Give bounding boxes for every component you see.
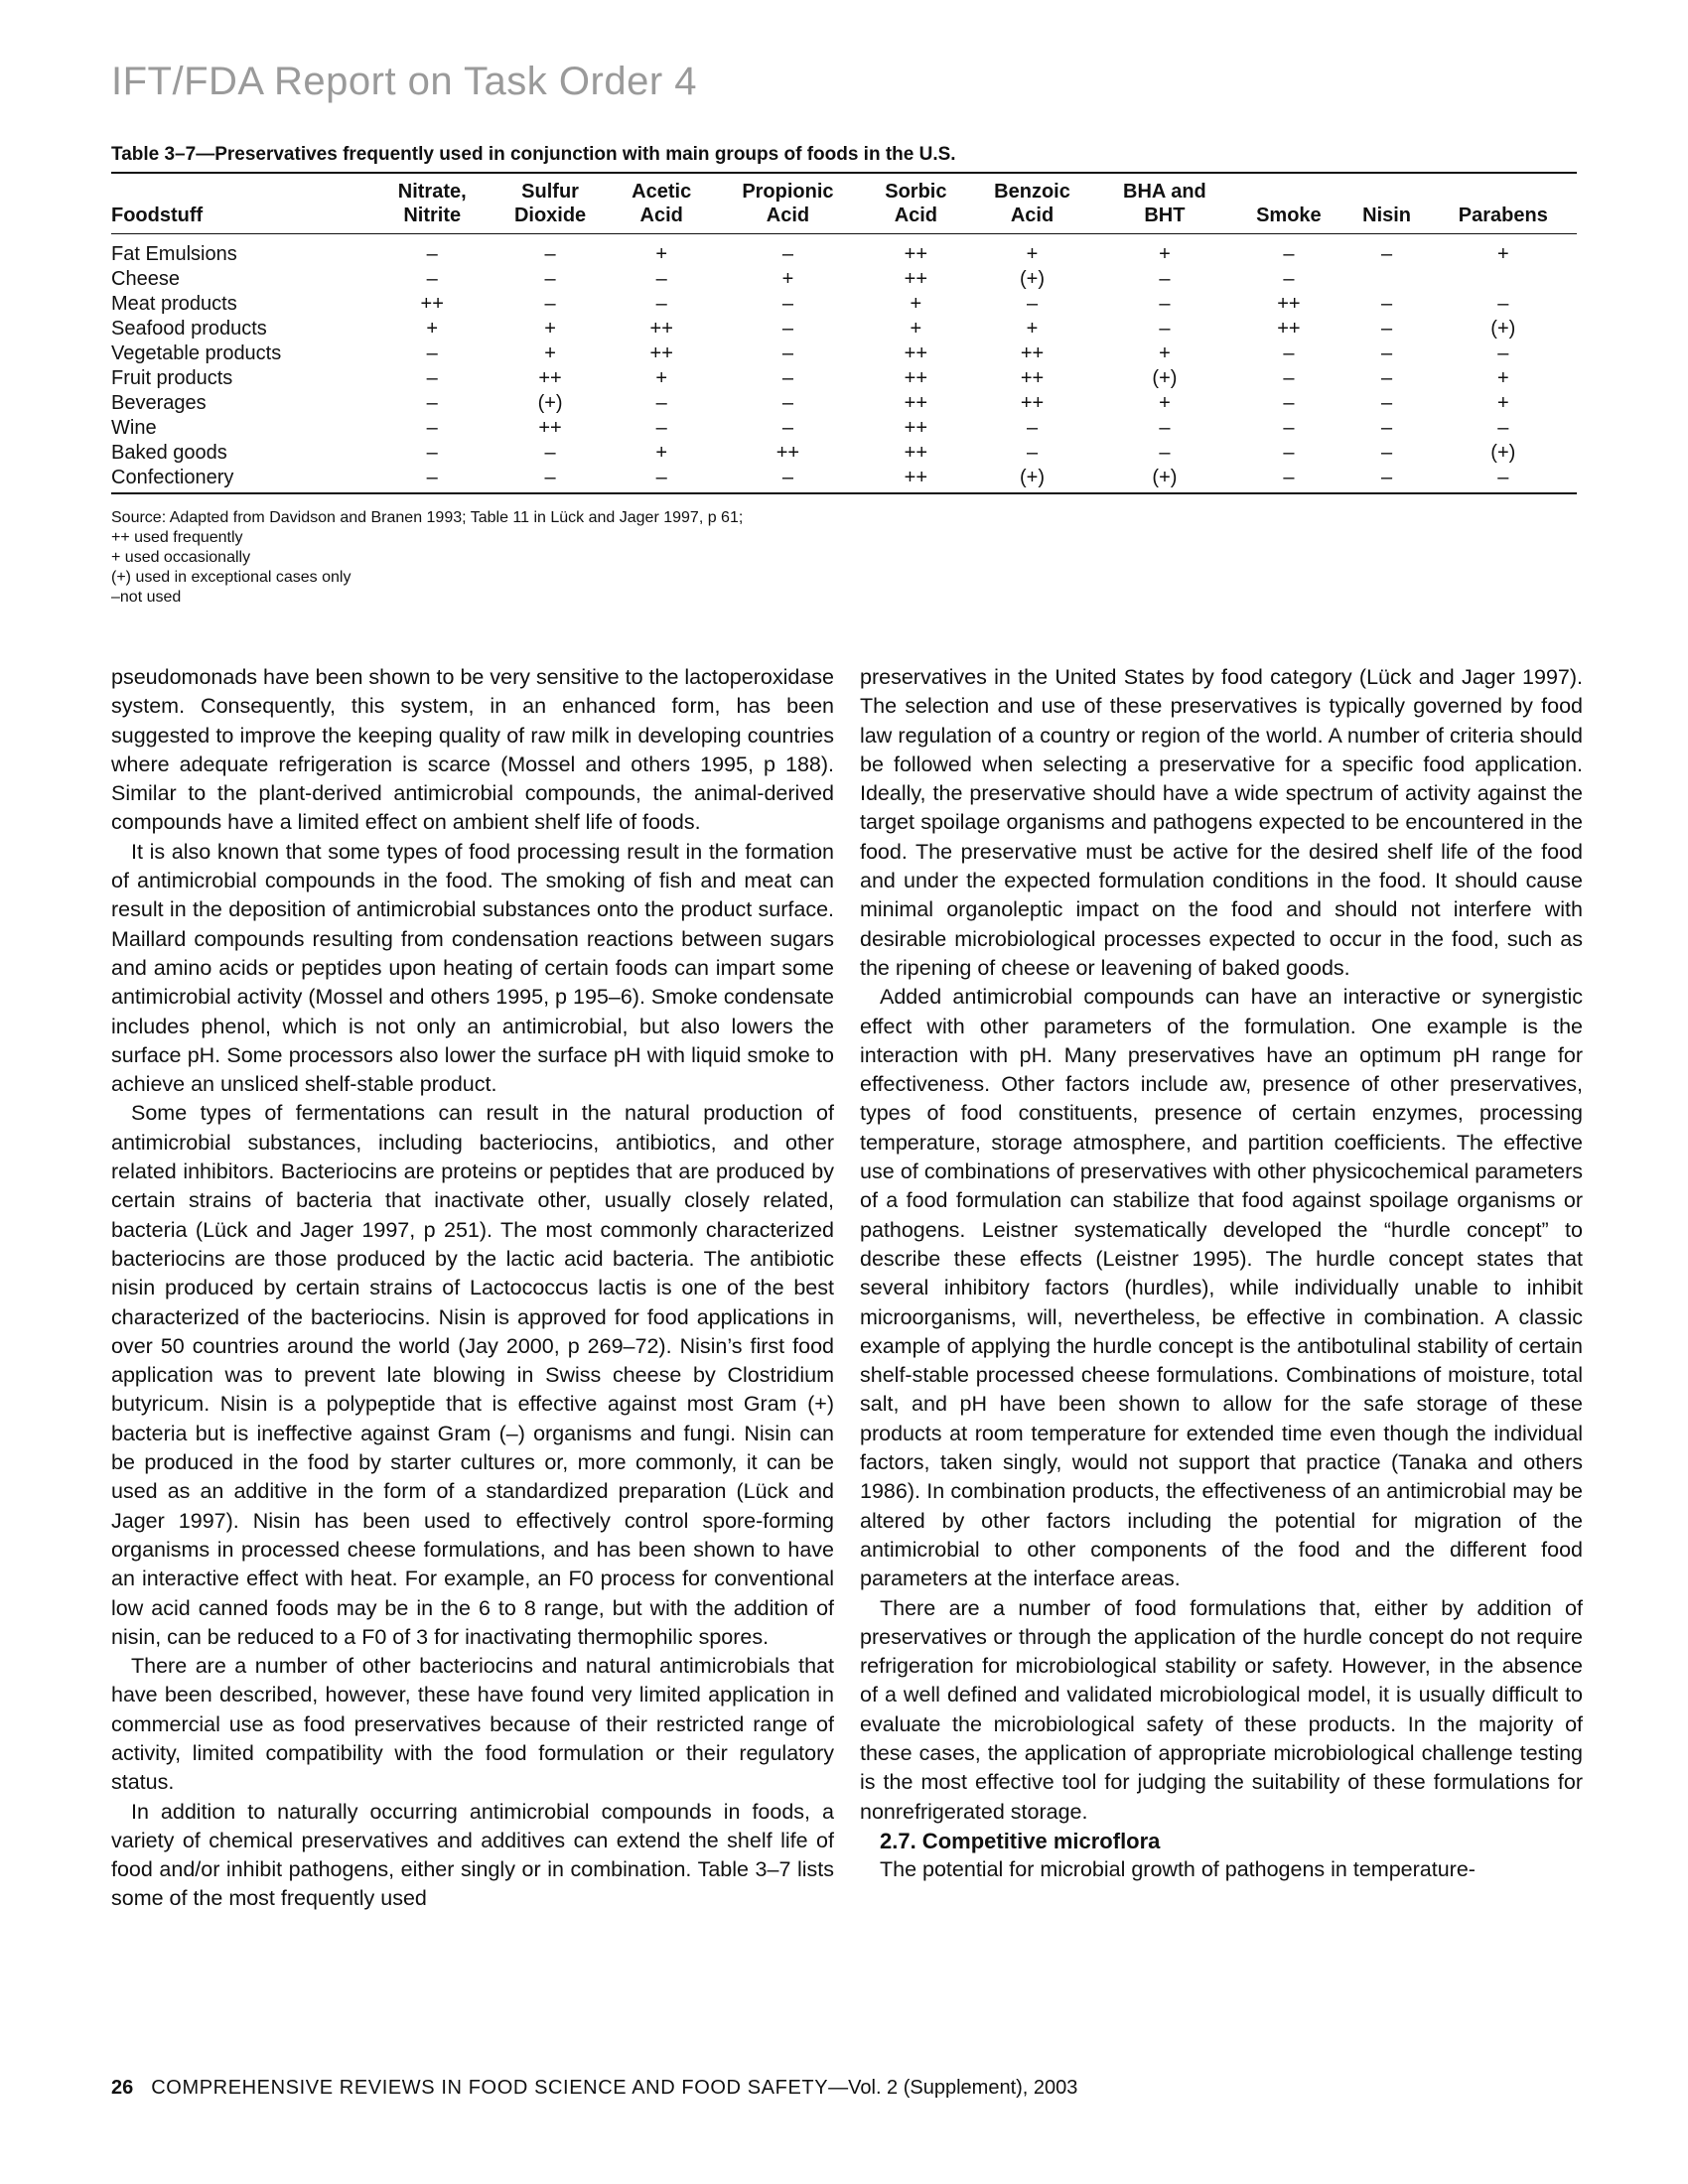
usage-cell: – (1283, 367, 1295, 389)
table-row (111, 441, 1577, 466)
usage-cell: + (1026, 243, 1039, 265)
column-header-line: Propionic (742, 181, 834, 203)
table-caption: Table 3–7—Preservatives frequently used in conjunction with main groups of foods in the U.S. (111, 144, 956, 165)
paragraph: The potential for microbial growth of pathogens in temperature- (880, 1857, 1476, 1882)
column-header-line: Sulfur (521, 181, 579, 203)
paragraph: Some types of fermentations can result in the natural production of antimicrobial substances, including bacteriocins, antibiotics, and other related inhibitors. Bacteriocins are proteins or peptides that are produced by certain strains of bacteria that inactivate other, usually closely related, bacteria (Lück and Jager 1997, p 251). The most commonly characterized bacteriocins are those produced by the lactic acid bacteria. The antibiotic nisin produced by certain strains of Lactococcus lactis is one of the best characterized of the bacteriocins. Nisin is approved for food applications in over 50 countries around the world (Jay 2000, p 269–72). Nisin’s first food application was to prevent late blowing in Swiss cheese by Clostridium butyricum. Nisin is a polypeptide that is effective against most Gram (+) bacteria but is ineffective against Gram (–) organisms and fungi. Nisin can be produced in the food by starter cultures or, more commonly, it can be used as an additive in the form of a standardized preparation (Lück and Jager 1997). Nisin has been used to effectively control spore-forming organisms in processed cheese formulations, and has been shown to have an interactive effect with heat. For example, an F0 process for conventional low acid canned foods may be in the 6 to 8 range, but with the addition of nisin, can be reduced to a F0 of 3 for inactivating thermophilic spores. (111, 1101, 834, 1649)
column-header-line: BHT (1144, 205, 1186, 226)
table-row (111, 292, 1577, 317)
usage-cell: ++ (1020, 367, 1045, 389)
usage-cell: – (1283, 243, 1295, 265)
usage-cell: + (655, 243, 668, 265)
usage-cell: ++ (775, 442, 800, 464)
usage-cell: – (1381, 392, 1393, 414)
usage-cell: – (426, 268, 438, 290)
usage-cell: ++ (538, 417, 562, 439)
column-header-line: Nisin (1362, 205, 1412, 226)
usage-cell: (+) (537, 392, 563, 414)
column-header (863, 173, 968, 234)
column-header (1096, 173, 1234, 234)
usage-cell: ++ (649, 342, 673, 364)
usage-cell: ++ (904, 417, 928, 439)
page-footer (111, 2077, 1077, 2100)
foodstuff-cell: Baked goods (111, 442, 227, 464)
table-row (111, 466, 1577, 493)
usage-cell (1430, 267, 1577, 292)
section-heading: 2.7. Competitive microflora (880, 1828, 1161, 1853)
paragraph: Added antimicrobial compounds can have an interactive or synergistic effect with other parameters of the formulation. One example is the interaction with pH. Many preservatives have an optimum pH range for effectiveness. Other factors include aw, presence of other preservatives, types of food constituents, presence of certain enzymes, processing temperature, storage atmosphere, and partition coefficients. The effective use of combinations of preservatives with other physicochemical parameters of a food formulation can stabilize that food against spoilage organisms or pathogens. Leistner systematically developed the “hurdle concept” to describe these effects (Leistner 1995). The hurdle concept states that several inhibitory factors (hurdles), while individually unable to inhibit microorganisms, will, nevertheless, be effective in combination. A classic example of applying the hurdle concept is the antibotulinal stability of certain shelf-stable processed cheese formulations. Combinations of moisture, total salt, and pH have been shown to allow for the safe storage of these products at room temperature for extended time even though the individual factors, taken singly, would not support that practice (Tanaka and others 1986). In combination products, the effectiveness of an antimicrobial may be altered by other factors including the potential for migration of the antimicrobial to other components of the food and the different food parameters at the interface areas. (860, 985, 1583, 1591)
usage-cell: – (1497, 417, 1509, 439)
foodstuff-cell: Vegetable products (111, 342, 282, 364)
usage-cell (1344, 267, 1430, 292)
column-header (1344, 173, 1430, 234)
table-row (111, 366, 1577, 391)
usage-cell: ++ (904, 367, 928, 389)
usage-cell: – (426, 243, 438, 265)
table-note: (+) used in exceptional cases only (111, 569, 352, 586)
column-header-line: Acid (894, 205, 938, 226)
column-header (1430, 173, 1577, 234)
usage-cell: – (655, 417, 667, 439)
usage-cell: – (1159, 268, 1171, 290)
column-header-line: Nitrate, (397, 181, 467, 203)
table-note: ++ used frequently (111, 529, 243, 546)
column-header-line: Parabens (1458, 205, 1548, 226)
column-header-line: Acid (1010, 205, 1055, 226)
usage-cell: ++ (420, 293, 444, 315)
journal-volume: —Vol. 2 (Supplement), 2003 (828, 2077, 1078, 2099)
page-number: 26 (111, 2077, 134, 2099)
column-header-line: Benzoic (994, 181, 1070, 203)
usage-cell: – (544, 293, 556, 315)
usage-cell: – (426, 467, 438, 488)
foodstuff-cell: Wine (111, 417, 157, 439)
usage-cell: + (544, 318, 556, 340)
usage-cell: – (655, 268, 667, 290)
table-header-row (111, 173, 1577, 234)
usage-cell: – (426, 442, 438, 464)
usage-cell: – (781, 243, 793, 265)
usage-cell: – (544, 268, 556, 290)
usage-cell: – (1497, 293, 1509, 315)
usage-cell: ++ (1020, 342, 1045, 364)
table-header (111, 173, 1577, 234)
usage-cell: – (781, 392, 793, 414)
usage-cell: – (1159, 442, 1171, 464)
usage-cell: + (1159, 243, 1171, 265)
column-header (611, 173, 713, 234)
paragraph: preservatives in the United States by food category (Lück and Jager 1997). The selection and use of these preservatives is typically governed by food law regulation of a country or region of the world. A number of criteria should be followed when selecting a preservative for a specific food application. Ideally, the preservative should have a wide spectrum of activity against the target spoilage organisms and pathogens expected to be encountered in the food. The preservative must be active for the desired shelf life of the food and under the expected formulation conditions in the food. It should cause minimal organoleptic impact on the food and should not interfere with desirable microbiological processes expected to occur in the food, such as the ripening of cheese or leavening of baked goods. (860, 665, 1583, 980)
table-notes (111, 508, 743, 608)
usage-cell: – (1381, 467, 1393, 488)
usage-cell: – (426, 367, 438, 389)
usage-cell: (+) (1152, 367, 1178, 389)
usage-cell: – (1381, 367, 1393, 389)
table-body (111, 234, 1577, 494)
usage-cell: – (1381, 342, 1393, 364)
usage-cell: – (1159, 318, 1171, 340)
usage-cell: – (1381, 243, 1393, 265)
usage-cell: + (781, 268, 794, 290)
usage-cell: – (1026, 417, 1039, 439)
column-header-line: Smoke (1256, 205, 1322, 226)
usage-cell: – (1381, 318, 1393, 340)
column-header-line: Sorbic (885, 181, 947, 203)
foodstuff-cell: Seafood products (111, 318, 267, 340)
usage-cell: ++ (904, 268, 928, 290)
usage-cell: – (655, 392, 667, 414)
usage-cell: ++ (904, 392, 928, 414)
usage-cell: – (1283, 417, 1295, 439)
usage-cell: ++ (649, 318, 673, 340)
column-header (490, 173, 610, 234)
table-note: Source: Adapted from Davidson and Branen 1993; Table 11 in Lück and Jager 1997, p 61; (111, 509, 744, 526)
usage-cell: – (781, 293, 793, 315)
usage-cell: (+) (1490, 442, 1516, 464)
usage-cell: – (544, 467, 556, 488)
usage-cell: (+) (1020, 467, 1046, 488)
usage-cell: – (426, 417, 438, 439)
left-text-column (111, 663, 834, 1914)
usage-cell: (+) (1490, 318, 1516, 340)
usage-cell: – (781, 417, 793, 439)
foodstuff-cell: Fat Emulsions (111, 243, 237, 265)
usage-cell: ++ (904, 342, 928, 364)
table-note: + used occasionally (111, 549, 251, 566)
usage-cell: ++ (1277, 293, 1301, 315)
usage-cell: – (1283, 442, 1295, 464)
usage-cell: – (781, 467, 793, 488)
paragraph: It is also known that some types of food processing result in the formation of antimicrobial compounds in the food. The smoking of fish and meat can result in the deposition of antimicrobial substances onto the product surface. Maillard compounds resulting from condensation reactions between sugars and amino acids or peptides upon heating of certain foods can impart some antimicrobial activity (Mossel and others 1995, p 195–6). Smoke condensate includes phenol, which is not only an antimicrobial, but also lowers the surface pH. Some processors also lower the surface pH with liquid smoke to achieve an unsliced shelf-stable product. (111, 839, 834, 1097)
usage-cell: – (1497, 467, 1509, 488)
foodstuff-cell: Meat products (111, 293, 237, 315)
usage-cell: – (1497, 342, 1509, 364)
usage-cell: ++ (904, 243, 928, 265)
column-header (1233, 173, 1343, 234)
paragraph: There are a number of food formulations that, either by addition of preservatives or through the application of the hurdle concept do not require refrigeration for microbiological stability or safety. However, in the absence of a well defined and validated microbiological model, it is usually difficult to evaluate the microbiological safety of these products. In the majority of these cases, the application of appropriate microbiological challenge testing is the most effective tool for judging the suitability of these formulations for nonrefrigerated storage. (860, 1595, 1583, 1824)
usage-cell: – (781, 342, 793, 364)
column-header-line: Acetic (632, 181, 692, 203)
usage-cell: (+) (1152, 467, 1178, 488)
usage-cell: – (1159, 293, 1171, 315)
usage-cell: + (655, 442, 668, 464)
column-header-line: Nitrite (403, 205, 462, 226)
usage-cell: – (781, 367, 793, 389)
usage-cell: – (1283, 392, 1295, 414)
table-row (111, 267, 1577, 292)
usage-cell: ++ (904, 442, 928, 464)
usage-cell: – (1159, 417, 1171, 439)
column-header (713, 173, 864, 234)
column-header (374, 173, 490, 234)
usage-cell: – (1381, 417, 1393, 439)
table-note: –not used (111, 589, 182, 606)
journal-name: COMPREHENSIVE REVIEWS IN FOOD SCIENCE AND FOOD SAFETY (151, 2077, 829, 2099)
usage-cell: – (1283, 268, 1295, 290)
column-header (111, 173, 374, 234)
usage-cell: + (1496, 392, 1509, 414)
paragraph: There are a number of other bacteriocins and natural antimicrobials that have been described, however, these have found very limited application in commercial use as food preservatives because of their restricted range of activity, limited compatibility with the food formulation or their regulatory status. (111, 1654, 834, 1795)
usage-cell: ++ (1020, 392, 1045, 414)
usage-cell: + (1159, 342, 1171, 364)
usage-cell: + (544, 342, 556, 364)
usage-cell: – (426, 392, 438, 414)
usage-cell: ++ (904, 467, 928, 488)
foodstuff-cell: Beverages (111, 392, 207, 414)
usage-cell: – (781, 318, 793, 340)
foodstuff-cell: Cheese (111, 268, 180, 290)
table-row (111, 391, 1577, 416)
usage-cell: + (1026, 318, 1039, 340)
table-row (111, 234, 1577, 268)
usage-cell: ++ (1277, 318, 1301, 340)
usage-cell: – (655, 467, 667, 488)
usage-cell: – (655, 293, 667, 315)
usage-cell: – (544, 243, 556, 265)
usage-cell: – (1026, 293, 1039, 315)
usage-cell: ++ (538, 367, 562, 389)
foodstuff-cell: Confectionery (111, 467, 234, 488)
table-row (111, 341, 1577, 366)
right-text-column (860, 663, 1583, 1884)
usage-cell: – (426, 342, 438, 364)
preservatives-table (111, 172, 1577, 494)
usage-cell: + (1496, 243, 1509, 265)
usage-cell: – (1283, 467, 1295, 488)
column-header-line: BHA and (1123, 181, 1206, 203)
column-header-line: Acid (766, 205, 810, 226)
usage-cell: – (1381, 442, 1393, 464)
column-header (968, 173, 1095, 234)
column-header-line: Dioxide (513, 205, 587, 226)
usage-cell: + (426, 318, 439, 340)
usage-cell: – (1026, 442, 1039, 464)
usage-cell: + (1496, 367, 1509, 389)
usage-cell: – (1283, 342, 1295, 364)
paragraph: In addition to naturally occurring antimicrobial compounds in foods, a variety of chemical preservatives and additives can extend the shelf life of food and/or inhibit pathogens, either singly or in combination. Table 3–7 lists some of the most frequently used (111, 1799, 834, 1911)
paragraph: pseudomonads have been shown to be very sensitive to the lactoperoxidase system. Consequently, this system, in an enhanced form, has been suggested to improve the keeping quality of raw milk in developing countries where adequate refrigeration is scarce (Mossel and others 1995, p 188). Similar to the plant-derived antimicrobial compounds, the animal-derived compounds have a limited effect on ambient shelf life of foods. (111, 665, 834, 835)
foodstuff-cell: Fruit products (111, 367, 233, 389)
column-header-line: Acid (639, 205, 683, 226)
column-header-line: Foodstuff (111, 205, 204, 226)
usage-cell: + (910, 293, 922, 315)
table-row (111, 317, 1577, 341)
usage-cell: + (910, 318, 922, 340)
usage-cell: + (655, 367, 668, 389)
usage-cell: – (1381, 293, 1393, 315)
table-row (111, 416, 1577, 441)
usage-cell: (+) (1020, 268, 1046, 290)
usage-cell: + (1159, 392, 1171, 414)
usage-cell: – (544, 442, 556, 464)
running-header: IFT/FDA Report on Task Order 4 (111, 60, 698, 103)
